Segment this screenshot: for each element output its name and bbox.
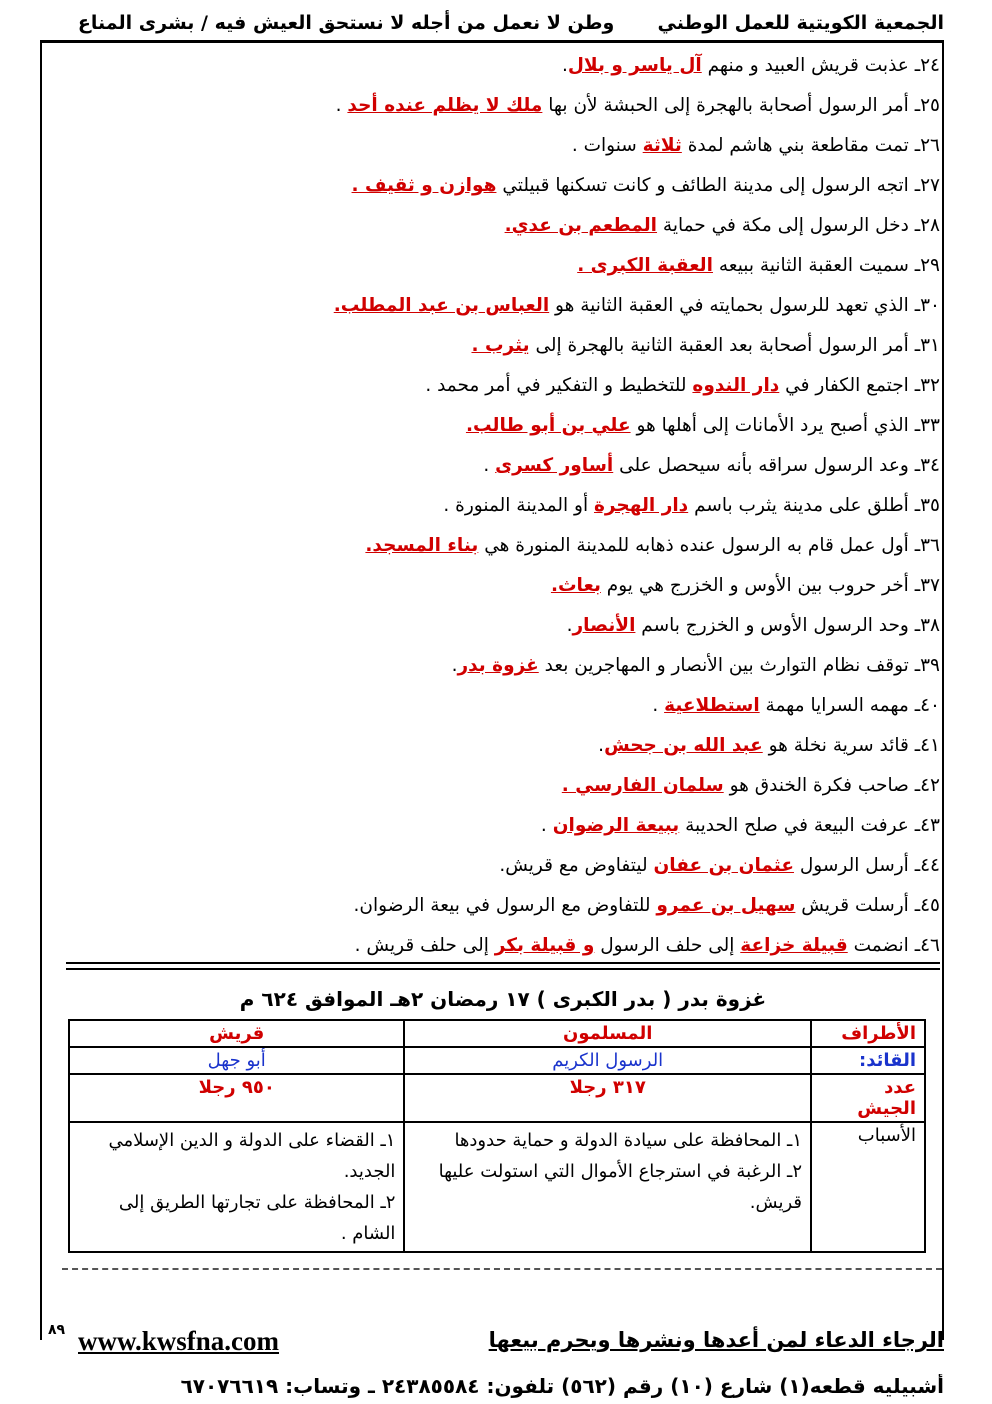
answer: ثلاثة [642,135,682,156]
list-item: ٤٣ـ عرفت البيعة في صلح الحديبة ببيعة الرضوان . [540,815,940,836]
list-item: ٤٠ـ مهمه السرايا مهمة استطلاعية . [652,695,940,716]
answer: عبد الله بن جحش [604,735,763,756]
table-row [69,1020,925,1047]
answer: دار الهجرة [593,495,689,516]
list-item: ٢٦ـ تمت مقاطعة بني هاشم لمدة ثلاثة سنوات . [571,135,940,156]
badr-table [68,1019,926,1253]
list-item: ٣٩ـ توقف نظام التوارث بين الأنصار و المهاجرين بعد غزوة بدر. [451,655,940,676]
table-row [69,1122,925,1252]
leader-quraysh: أبو جهل [69,1047,404,1074]
list-item: ٤٢ـ صاحب فكرة الخندق هو سلمان الفارسي . [561,775,940,796]
list-item: ٢٨ـ دخل الرسول إلى مكة في حماية المطعم بن عدي. [504,215,940,236]
row-causes-label: الأسباب [811,1122,925,1252]
answer: و قبيلة بكر [494,935,595,956]
answer: ملك لا يظلم عنده أحد [347,95,543,116]
answer: غزوة بدر [457,655,539,676]
dashed-divider [62,1268,942,1270]
causes-muslims: ١ـ المحافظة على سيادة الدولة و حماية حدودها ٢ـ الرغبة في استرجاع الأموال التي استولت عليها قريش. [404,1122,811,1252]
list-item: ٣١ـ أمر الرسول أصحابة بعد العقبة الثانية بالهجرة إلى يثرب . [471,335,940,356]
answer: يثرب . [471,335,530,356]
question-list [56,46,940,966]
badr-caption: غزوة بدر ( بدر الكبرى ) ١٧ رمضان ٢هـ الموافق ٦٢٤ م [239,987,767,1011]
list-item: ٣٠ـ الذي تعهد للرسول بحمايته في العقبة الثانية هو العباس بن عبد المطلب. [333,295,940,316]
answer: قبيلة خزاعة [740,935,848,956]
answer: عثمان بن عفان [653,855,794,876]
list-item: ٣٦ـ أول عمل قام به الرسول عنده ذهابه للمدينة المنورة هي بناء المسجد. [365,535,940,556]
list-item: ٣٣ـ الذي أصبح يرد الأمانات إلى أهلها هو علي بن أبو طالب. [465,415,940,436]
answer: بعاث. [550,575,601,596]
page-header [40,6,944,43]
list-item: ٣٤ـ وعد الرسول سراقه بأنه سيحصل على أساور كسرى . [483,455,940,476]
footer-prayer: الرجاء الدعاء لمن أعدها ونشرها ويحرم بيعها [488,1328,944,1352]
list-item: ٤١ـ قائد سرية نخلة هو عبد الله بن جحش. [598,735,940,756]
list-item: ٢٤ـ عذبت قريش العبيد و منهم آل ياسر و بلال. [561,55,940,76]
header-org: الجمعية الكويتية للعمل الوطني [657,12,944,34]
row-army-label: عدد الجيش [811,1074,925,1122]
causes-quraysh: ١ـ القضاء على الدولة و الدين الإسلامي الجديد. ٢ـ المحافظة على تجارتها الطريق إلى الشام . [69,1122,404,1252]
answer: الأنصار [572,615,636,636]
leader-muslims: الرسول الكريم [404,1047,811,1074]
answer: أساور كسرى [495,455,614,476]
answer: دار الندوه [692,375,780,396]
col-quraysh-header: قريش [69,1020,404,1047]
answer: العقبة الكبرى . [577,255,713,276]
list-item: ٤٦ـ انضمت قبيلة خزاعة إلى حلف الرسول و قبيلة بكر إلى حلف قريش . [354,935,940,956]
answer: هوازن و ثقيف . [351,175,497,196]
footer-address: أشبيليه قطعه(١) شارع (١٠) رقم (٥٦٢) تلفون: ٢٤٣٨٥٥٨٤ ـ وتساب: ٦٧٠٧٦٦١٩ [180,1374,944,1398]
list-item: ٣٧ـ أخر حروب بين الأوس و الخزرج هي يوم بعاث. [550,575,940,596]
answer: سهيل بن عمرو [656,895,796,916]
list-item: ٢٥ـ أمر الرسول أصحابة بالهجرة إلى الحبشة لأن بها ملك لا يظلم عنده أحد . [335,95,940,116]
double-divider [66,962,940,970]
list-item: ٣٢ـ اجتمع الكفار في دار الندوه للتخطيط و التفكير في أمر محمد . [425,375,940,396]
answer: سلمان الفارسي . [561,775,724,796]
answer: علي بن أبو طالب. [465,415,631,436]
list-item: ٣٥ـ أطلق على مدينة يثرب باسم دار الهجرة أو المدينة المنورة . [443,495,940,516]
army-muslims: ٣١٧ رجلا [404,1074,811,1122]
list-item: ٣٨ـ وحد الرسول الأوس و الخزرج باسم الأنصار. [566,615,940,636]
page-number: ٨٩ [48,1322,66,1338]
list-item: ٢٩ـ سميت العقبة الثانية ببيعه العقبة الكبرى . [577,255,940,276]
army-quraysh: ٩٥٠ رجلا [69,1074,404,1122]
answer: استطلاعية [664,695,760,716]
table-row [69,1074,925,1122]
answer: العباس بن عبد المطلب. [333,295,550,316]
footer [48,1322,944,1362]
answer: بناء المسجد. [365,535,479,556]
list-item: ٤٥ـ أرسلت قريش سهيل بن عمرو للتفاوض مع الرسول في بيعة الرضوان. [353,895,940,916]
header-slogan: وطن لا نعمل من أجله لا نستحق العيش فيه / بشرى المناع [77,12,615,34]
answer: آل ياسر و بلال [567,55,702,76]
table-row [69,1047,925,1074]
answer: المطعم بن عدي. [504,215,658,236]
list-item: ٤٤ـ أرسل الرسول عثمان بن عفان ليتفاوض مع قريش. [499,855,940,876]
col-muslims-header: المسلمون [404,1020,811,1047]
list-item: ٢٧ـ اتجه الرسول إلى مدينة الطائف و كانت تسكنها قبيلتي هوازن و ثقيف . [351,175,940,196]
col-label-header: الأطراف [811,1020,925,1047]
website-link[interactable]: www.kwsfna.com [78,1326,280,1356]
answer: ببيعة الرضوان [552,815,680,836]
row-leader-label: القائد: [811,1047,925,1074]
